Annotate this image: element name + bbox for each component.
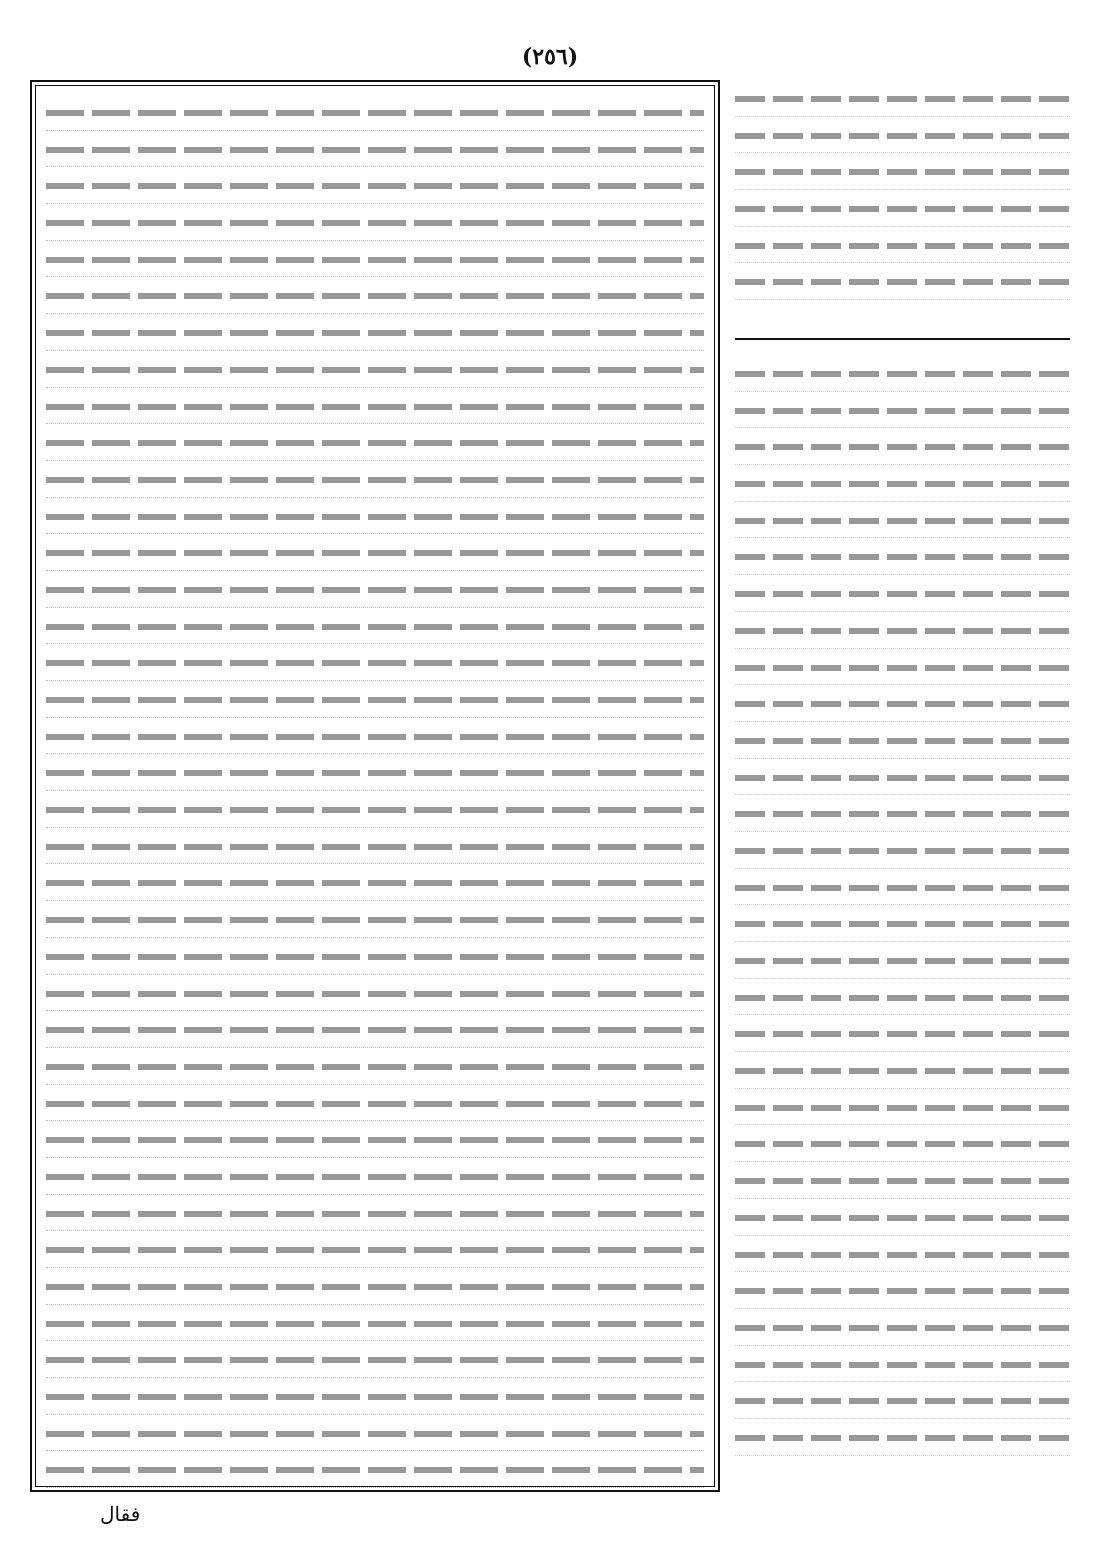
text-line bbox=[735, 263, 1070, 300]
text-line bbox=[46, 241, 704, 278]
text-line bbox=[735, 117, 1070, 154]
text-line bbox=[735, 575, 1070, 612]
page-footer bbox=[30, 1497, 1070, 1531]
text-line bbox=[46, 461, 704, 498]
text-line bbox=[735, 190, 1070, 227]
main-text-lines bbox=[46, 94, 704, 1478]
text-line bbox=[735, 942, 1070, 979]
text-line bbox=[46, 1378, 704, 1415]
text-line bbox=[46, 351, 704, 388]
text-line bbox=[735, 1346, 1070, 1383]
text-line bbox=[46, 1195, 704, 1232]
text-line bbox=[46, 498, 704, 535]
text-line bbox=[735, 227, 1070, 264]
text-line bbox=[46, 571, 704, 608]
text-line bbox=[735, 538, 1070, 575]
text-line bbox=[46, 277, 704, 314]
margin-block-bottom bbox=[735, 355, 1070, 1492]
text-line bbox=[46, 1451, 704, 1488]
text-line bbox=[735, 685, 1070, 722]
text-line bbox=[46, 644, 704, 681]
text-line bbox=[46, 1121, 704, 1158]
text-line bbox=[46, 718, 704, 755]
text-line bbox=[46, 938, 704, 975]
text-line bbox=[735, 1162, 1070, 1199]
text-line bbox=[46, 1305, 704, 1342]
text-line bbox=[735, 153, 1070, 190]
text-line bbox=[46, 204, 704, 241]
text-line bbox=[46, 1231, 704, 1268]
text-line bbox=[735, 1199, 1070, 1236]
text-line bbox=[735, 80, 1070, 117]
text-line bbox=[46, 791, 704, 828]
text-line bbox=[735, 722, 1070, 759]
text-line bbox=[46, 754, 704, 791]
text-line bbox=[46, 1048, 704, 1085]
catchword: فقال bbox=[100, 1502, 141, 1526]
text-line bbox=[46, 1341, 704, 1378]
text-line bbox=[735, 355, 1070, 392]
text-line bbox=[46, 424, 704, 461]
margin-divider bbox=[735, 338, 1070, 340]
text-line bbox=[46, 681, 704, 718]
text-line bbox=[46, 901, 704, 938]
text-line bbox=[46, 1085, 704, 1122]
text-line bbox=[735, 979, 1070, 1016]
text-line bbox=[735, 1382, 1070, 1419]
text-line bbox=[735, 1309, 1070, 1346]
text-line bbox=[735, 1272, 1070, 1309]
text-line bbox=[46, 975, 704, 1012]
text-line bbox=[735, 428, 1070, 465]
text-line bbox=[46, 388, 704, 425]
text-line bbox=[735, 795, 1070, 832]
text-line bbox=[735, 649, 1070, 686]
text-line bbox=[46, 864, 704, 901]
text-line bbox=[46, 534, 704, 571]
text-line bbox=[46, 1415, 704, 1452]
text-line bbox=[46, 1268, 704, 1305]
text-line bbox=[46, 314, 704, 351]
text-line bbox=[735, 1125, 1070, 1162]
main-text-frame bbox=[30, 80, 720, 1492]
text-line bbox=[735, 1236, 1070, 1273]
page-header bbox=[30, 40, 1070, 74]
text-line bbox=[735, 1052, 1070, 1089]
margin-block-top bbox=[735, 80, 1070, 330]
text-line bbox=[46, 131, 704, 168]
text-line bbox=[735, 869, 1070, 906]
text-line bbox=[735, 905, 1070, 942]
page-number: (٢٥٦) bbox=[521, 44, 579, 70]
text-line bbox=[735, 1419, 1070, 1456]
text-line bbox=[735, 392, 1070, 429]
text-line bbox=[46, 167, 704, 204]
text-line bbox=[46, 1011, 704, 1048]
marginal-commentary bbox=[735, 80, 1070, 1492]
text-line bbox=[735, 1089, 1070, 1126]
text-line bbox=[735, 759, 1070, 796]
text-line bbox=[735, 502, 1070, 539]
text-line bbox=[46, 828, 704, 865]
text-line bbox=[735, 1015, 1070, 1052]
text-line bbox=[735, 465, 1070, 502]
text-line bbox=[46, 1158, 704, 1195]
text-line bbox=[735, 832, 1070, 869]
text-line bbox=[735, 612, 1070, 649]
text-line bbox=[46, 608, 704, 645]
text-line bbox=[46, 94, 704, 131]
